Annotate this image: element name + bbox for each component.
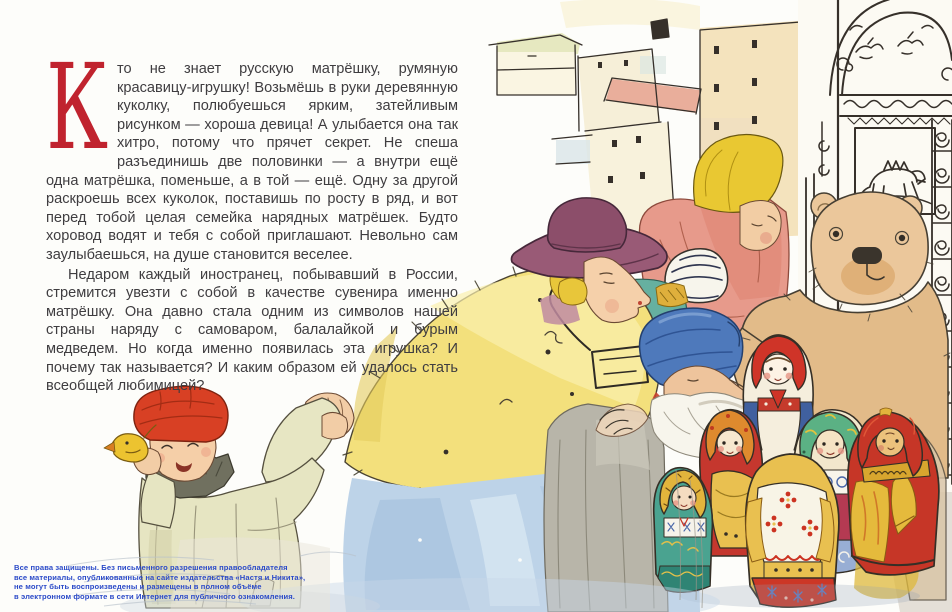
copyright-line: Все права защищены. Без письменного разрешения правообладателя	[14, 563, 288, 572]
copyright-line: в электронном формате в сети Интернет для публичного ознакомления.	[14, 592, 296, 602]
story-text-block	[46, 38, 458, 396]
drop-cap-letter: К	[46, 38, 109, 176]
bear-nose	[852, 247, 882, 264]
purple-hat-crown	[548, 198, 627, 252]
copyright-line: все материалы, опубликованные на сайте издательства «Настя и Никита»,	[14, 572, 306, 582]
matryoshka-small-teal	[654, 468, 713, 593]
copyright-notice	[14, 563, 305, 602]
story-paragraph-1	[46, 38, 458, 265]
yellow-glove	[558, 278, 587, 305]
child-hand	[322, 412, 348, 439]
story-paragraph-2	[46, 266, 458, 396]
paragraph-2-text: Недаром каждый иностранец, побывавший в России, стремится увезти с собой в качестве сувенира именно матрёшку. Она давно стала одним из символов нашей страны наряду с самоваром, балалайкой и бурым медведем. Но когда именно появилась эта игрушка? И почему так называется? И каким образом ей удалось стать всеобщей любимицей?	[46, 266, 458, 395]
copyright-line: не могут быть воспроизведены и размещены в полном объёме	[14, 582, 262, 592]
paragraph-1-text: то не знает русскую матрёшку, румяную красавицу-игрушку! Возьмёшь в руки деревянную куколку, полюбуешься ярким, затейливым рисунком — хороша девица! А улыбается она так хитро, потому что прячет секрет. Не спеша разъединишь две половинки — а внутри ещё одна матрёшка, поменьше, а в той — ещё. Одну за другой раскроешь всех куколок, поставишь по росту в ряд, и вот перед тобой целая семейка нарядных матрёшек. Будто хоровод водят и тебя с собой приглашают. Невольно сам заулыбаешься, на душе становится веселее.	[46, 61, 458, 263]
